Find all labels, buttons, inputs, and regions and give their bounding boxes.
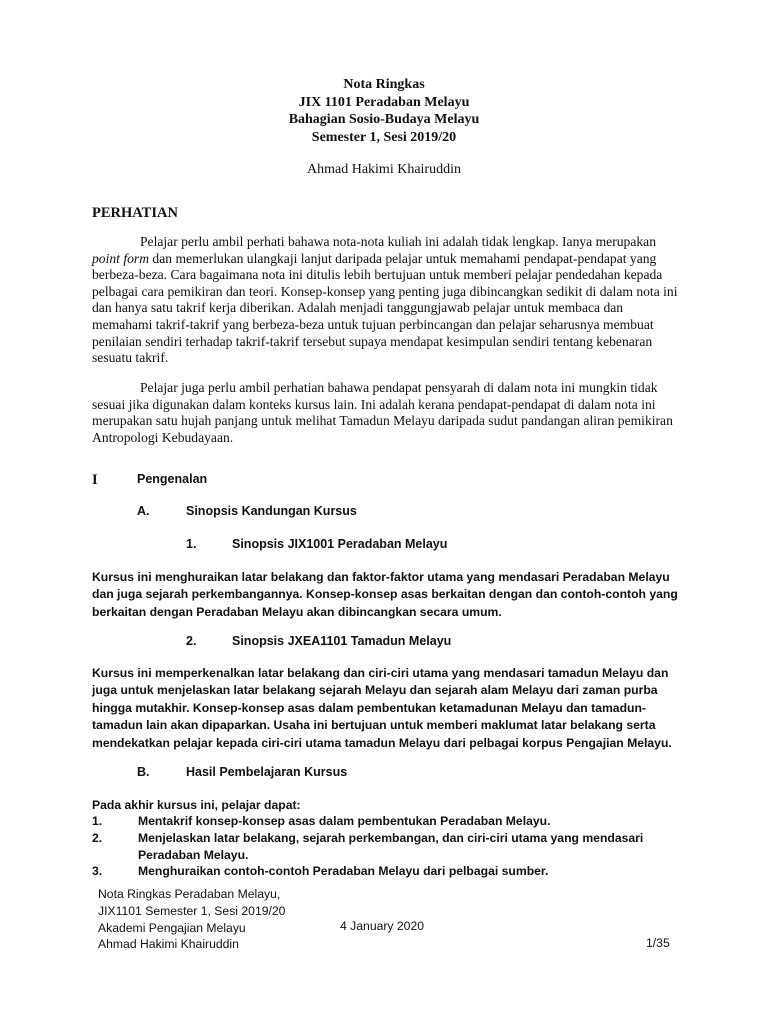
subsection-A1-title: Sinopsis JIX1001 Peradaban Melayu	[232, 537, 448, 551]
title-line-4: Semester 1, Sesi 2019/20	[311, 129, 457, 145]
footer-date: 4 January 2020	[340, 919, 425, 933]
perhatian-paragraph-2	[92, 380, 682, 446]
section-I-number: I	[92, 472, 98, 488]
subsection-A1-number: 1.	[186, 537, 197, 551]
section-I-title: Pengenalan	[137, 472, 208, 486]
title-line-1: Nota Ringkas	[343, 77, 425, 92]
p1-emphasis: point form	[92, 250, 150, 266]
list-item-text: Menjelaskan latar belakang, sejarah perkembangan, dan ciri-ciri utama yang mendasari Peradaban Melayu.	[138, 831, 644, 862]
subsection-A2-number: 2.	[186, 634, 197, 648]
list-item-number: 2.	[92, 831, 103, 845]
footer-line-2: JIX1101 Semester 1, Sesi 2019/20	[98, 903, 286, 918]
learning-outcomes-intro: Pada akhir kursus ini, pelajar dapat:	[92, 798, 301, 812]
perhatian-heading: PERHATIAN	[92, 205, 178, 221]
list-item-number: 3.	[92, 864, 103, 878]
p1-text-b: dan memerlukan ulangkaji lanjut daripada pelajar untuk memahami pendapat-pendapat yang berbeza-beza. Cara bagaimana nota ini ditulis lebih bertujuan untuk memberi pelajar pendedahan kepada pelbagai cara pemikiran dan teori. Konsep-konsep yang penting juga dibincangkan sedikit di dalam nota ini dan hanya satu takrif kerja diberikan. Adalah menjadi tanggungjawab pelajar untuk membaca dan memahami takrif-takrif yang berbeza-beza untuk tujuan perbincangan dan pelajar seharusnya membuat penilaian sendiri terhadap takrif-takrif tersebut supaya mendapat kesimpulan sendiri tentang kebenaran sesuatu takrif.	[92, 250, 678, 366]
page-footer	[98, 886, 285, 953]
footer-line-4: Ahmad Hakimi Khairuddin	[98, 937, 239, 952]
subsection-A-number: A.	[137, 504, 150, 518]
list-item-number: 1.	[92, 814, 103, 828]
p1-text-a: Pelajar perlu ambil perhati bahawa nota-nota kuliah ini adalah tidak lengkap. Ianya merupakan	[140, 234, 656, 249]
footer-line-3: Akademi Pengajian Melayu	[98, 920, 246, 935]
page-number: 1/35	[646, 936, 670, 950]
title-line-2: JIX 1101 Peradaban Melayu	[298, 94, 470, 110]
author-name: Ahmad Hakimi Khairuddin	[307, 162, 461, 177]
subsection-B-number: B.	[137, 765, 150, 779]
perhatian-paragraph-1	[92, 234, 682, 367]
footer-line-1: Nota Ringkas Peradaban Melayu,	[98, 887, 281, 901]
document-title-block	[0, 76, 768, 146]
synopsis-1-text: Kursus ini menghuraikan latar belakang dan faktor-faktor utama yang mendasari Peradaban Melayu dan juga sejarah perkembangannya. Konsep-konsep asas berkaitan dengan dan contoh-contoh yang berkaitan dengan Peradaban Melayu akan dibincangkan secara umum.	[92, 570, 678, 619]
list-item-text: Mentakrif konsep-konsep asas dalam pembentukan Peradaban Melayu.	[138, 814, 551, 828]
title-line-3: Bahagian Sosio-Budaya Melayu	[288, 112, 480, 128]
p2-text: Pelajar juga perlu ambil perhatian bahawa pendapat pensyarah di dalam nota ini mungkin tidak sesuai jika digunakan dalam konteks kursus lain. Ini adalah kerana pendapat-pendapat di dalam nota ini merupakan satu hujah panjang untuk melihat Tamadun Melayu daripada sudut pandangan aliran pemikiran Antropologi Kebudayaan.	[92, 380, 673, 445]
subsection-A2-title: Sinopsis JXEA1101 Tamadun Melayu	[232, 634, 452, 648]
subsection-B-title: Hasil Pembelajaran Kursus	[186, 765, 348, 779]
list-item-text: Menghuraikan contoh-contoh Peradaban Melayu dari pelbagai sumber.	[138, 864, 549, 878]
synopsis-2-text: Kursus ini memperkenalkan latar belakang dan ciri-ciri utama yang mendasari tamadun Melayu dan juga untuk menjelaskan latar belakang sejarah Melayu dan sejarah alam Melayu dari zaman purba hingga mutakhir. Konsep-konsep asas dalam pembentukan ketamadunan Melayu dan tamadun-tamadun lain akan dipaparkan. Usaha ini bertujuan untuk memberi maklumat latar belakang serta mendekatkan pelajar kepada ciri-ciri utama tamadun Melayu dari pelbagai korpus Pengajian Melayu.	[92, 666, 672, 750]
subsection-A-title: Sinopsis Kandungan Kursus	[186, 504, 357, 518]
